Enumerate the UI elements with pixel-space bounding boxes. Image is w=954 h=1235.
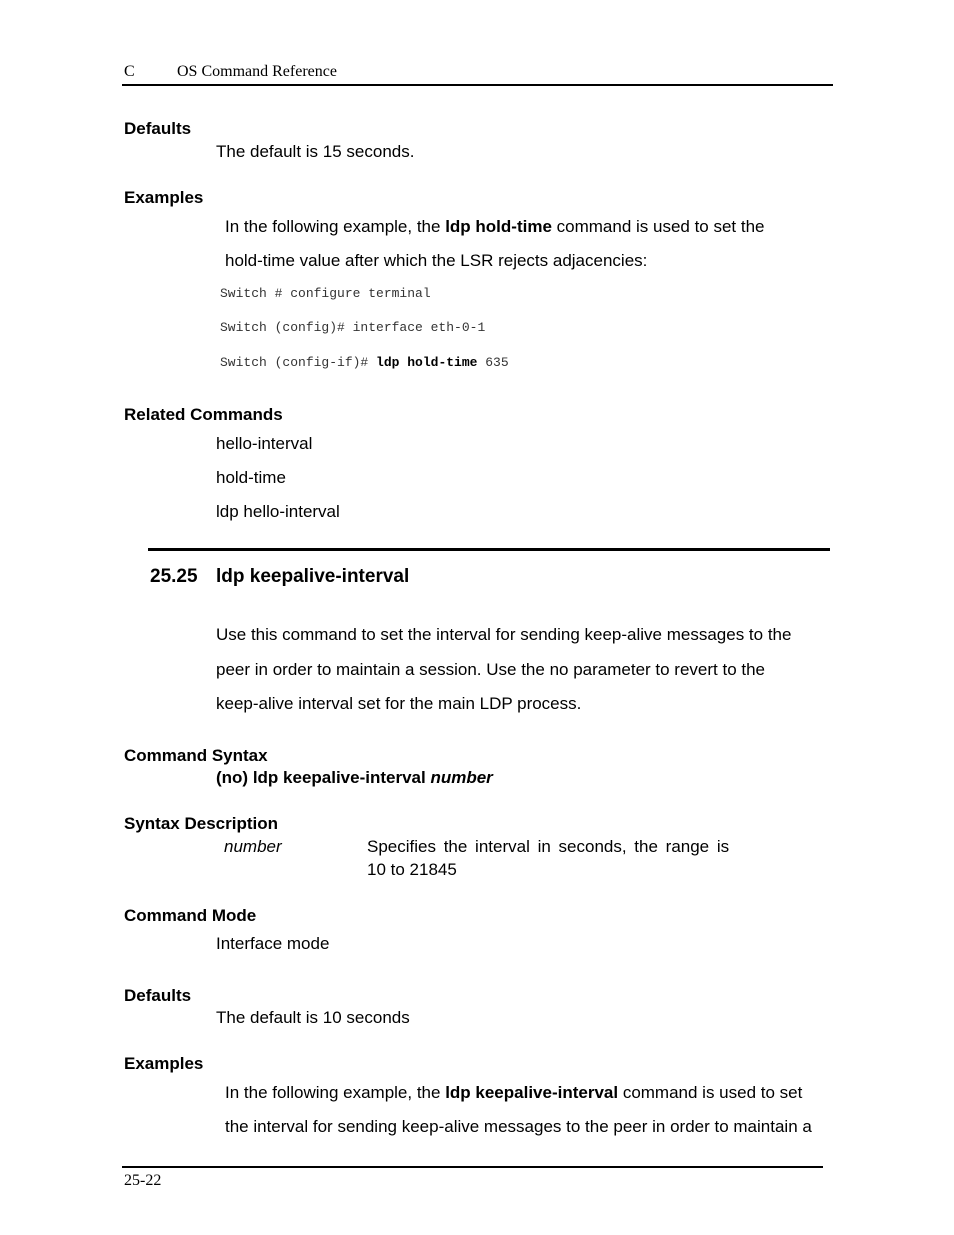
command-mode-heading: Command Mode <box>124 906 257 925</box>
syntax-description-heading: Syntax Description <box>124 814 278 833</box>
command-mode-text: Interface mode <box>216 934 330 953</box>
header-letter: C <box>124 63 135 80</box>
related-command-item: hello-interval <box>216 434 313 453</box>
defaults-heading: Defaults <box>124 986 192 1005</box>
description-line: Use this command to set the interval for sending keep-alive messages to the <box>216 625 792 644</box>
examples-heading: Examples <box>124 188 204 207</box>
code-line: Switch (config-if)# ldp hold-time 635 <box>220 355 509 370</box>
syntax-param-desc: 10 to 21845 <box>367 860 457 879</box>
code-line: Switch # configure terminal <box>220 286 431 301</box>
example-paragraph-line: hold-time value after which the LSR rejects adjacencies: <box>225 251 648 270</box>
description-line: peer in order to maintain a session. Use the no parameter to revert to the <box>216 660 766 679</box>
related-commands-heading: Related Commands <box>124 405 283 424</box>
syntax-param: number <box>224 837 282 856</box>
example-paragraph-line: In the following example, the ldp hold-time command is used to set the <box>225 217 765 236</box>
defaults-heading: Defaults <box>124 119 192 138</box>
page-number: 25-22 <box>124 1172 162 1189</box>
header-rule <box>122 84 833 86</box>
command-syntax-heading: Command Syntax <box>124 746 268 765</box>
related-command-item: hold-time <box>216 468 286 487</box>
section-rule <box>148 548 830 551</box>
code-line: Switch (config)# interface eth-0-1 <box>220 320 486 335</box>
syntax-param-desc: Specifies the interval in seconds, the range is <box>367 837 730 856</box>
examples-heading: Examples <box>124 1054 204 1073</box>
defaults-text: The default is 15 seconds. <box>216 142 415 161</box>
example-paragraph-line: the interval for sending keep-alive messages to the peer in order to maintain a <box>225 1117 812 1136</box>
command-syntax: (no) ldp keepalive-interval number <box>216 768 493 787</box>
example-paragraph-line: In the following example, the ldp keepalive-interval command is used to set <box>225 1083 803 1102</box>
footer-rule <box>122 1166 823 1168</box>
section-title: ldp keepalive-interval <box>216 566 410 587</box>
defaults-text: The default is 10 seconds <box>216 1008 410 1027</box>
section-number: 25.25 <box>150 566 198 587</box>
description-line: keep-alive interval set for the main LDP process. <box>216 694 582 713</box>
header-title: OS Command Reference <box>177 63 337 80</box>
related-command-item: ldp hello-interval <box>216 502 340 521</box>
